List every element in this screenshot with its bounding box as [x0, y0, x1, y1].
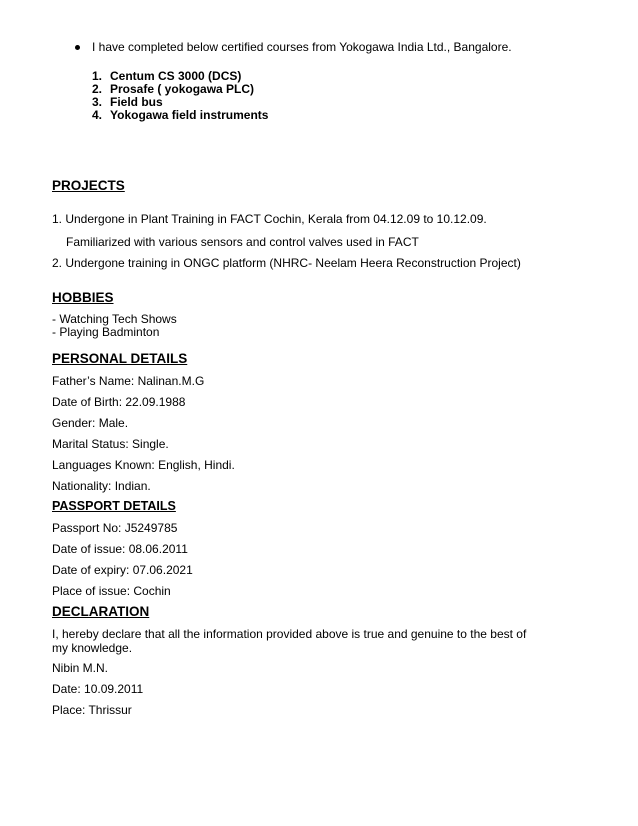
passport-issue-place: Place of issue: Cochin: [52, 584, 171, 598]
personal-details-heading: PERSONAL DETAILS: [52, 351, 188, 366]
passport-number: Passport No: J5249785: [52, 521, 178, 535]
passport-expiry-date: Date of expiry: 07.06.2021: [52, 563, 193, 577]
course-item-label: Centum CS 3000 (DCS): [110, 69, 242, 83]
courses-intro: I have completed below certified courses from Yokogawa India Ltd., Bangalore.: [92, 40, 512, 54]
nationality: Nationality: Indian.: [52, 479, 151, 493]
course-item-label: Yokogawa field instruments: [110, 108, 269, 122]
course-item-num: 1.: [92, 69, 103, 83]
course-item-num: 2.: [92, 82, 103, 96]
declaration-place: Place: Thrissur: [52, 703, 132, 717]
course-item-num: 4.: [92, 108, 103, 122]
project-line-2: 2. Undergone training in ONGC platform (NHRC- Neelam Heera Reconstruction Project): [52, 256, 521, 270]
bullet-icon: [75, 45, 80, 50]
hobby-item: - Watching Tech Shows: [52, 312, 177, 326]
hobbies-heading: HOBBIES: [52, 290, 114, 305]
course-item-num: 3.: [92, 95, 103, 109]
project-line-1-detail: Familiarized with various sensors and control valves used in FACT: [66, 235, 419, 249]
passport-details-heading: PASSPORT DETAILS: [52, 499, 176, 513]
declaration-heading: DECLARATION: [52, 604, 150, 619]
gender: Gender: Male.: [52, 416, 129, 430]
father-name: Father’s Name: Nalinan.M.G: [52, 374, 205, 388]
course-item-label: Field bus: [110, 95, 163, 109]
declarant-name: Nibin M.N.: [52, 661, 109, 675]
date-of-birth: Date of Birth: 22.09.1988: [52, 395, 186, 409]
course-item-label: Prosafe ( yokogawa PLC): [110, 82, 255, 96]
passport-issue-date: Date of issue: 08.06.2011: [52, 542, 188, 556]
hobby-item: - Playing Badminton: [52, 325, 160, 339]
project-line-1: 1. Undergone in Plant Training in FACT Cochin, Kerala from 04.12.09 to 10.12.09.: [52, 212, 487, 226]
marital-status: Marital Status: Single.: [52, 437, 169, 451]
declaration-text: I, hereby declare that all the information provided above is true and genuine to the best of my knowledge.: [52, 627, 527, 655]
declaration-date: Date: 10.09.2011: [52, 682, 144, 696]
projects-heading: PROJECTS: [52, 178, 125, 193]
languages-known: Languages Known: English, Hindi.: [52, 458, 235, 472]
